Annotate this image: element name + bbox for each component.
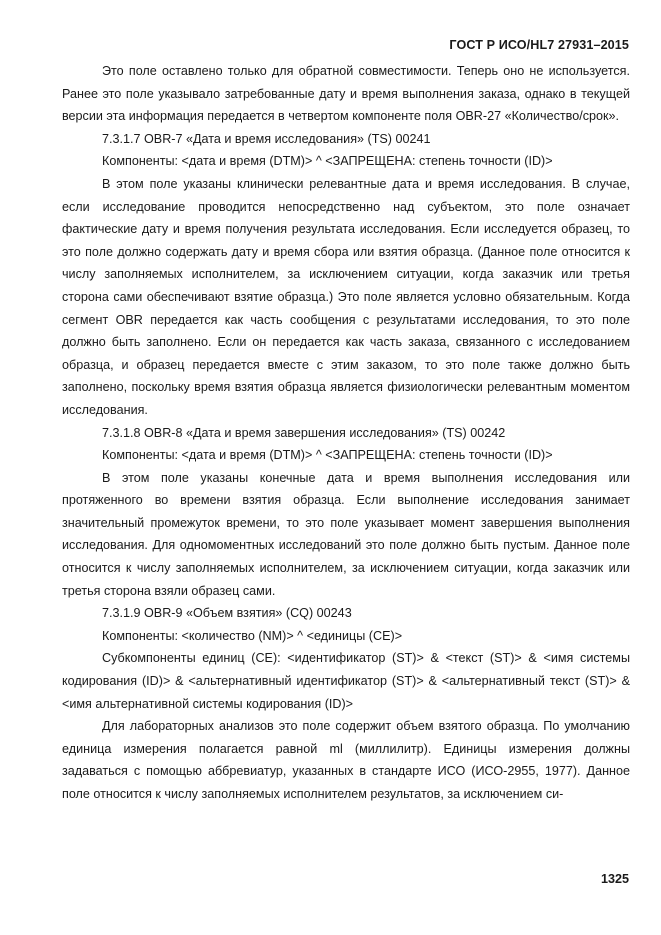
paragraph-obr-9-description: Для лабораторных анализов это поле содержит объем взятого образца. По умолчанию единица измерения полагается равной ml (миллилитр). Единицы измерения должны задаваться с помощью аббревиатур, указанных в стандарте ИСО (ИСО-2955, 1977). Данное поле относится к числу заполняемых исполнителем результатов, за исключением си-	[62, 719, 630, 801]
standard-header: ГОСТ Р ИСО/HL7 27931–2015	[449, 38, 629, 52]
section-heading-obr-7: 7.3.1.7 OBR-7 «Дата и время исследования» (TS) 00241	[102, 131, 431, 146]
section-heading-obr-9: 7.3.1.9 OBR-9 «Объем взятия» (CQ) 00243	[102, 606, 352, 621]
components-obr-8: Компоненты: <дата и время (DTM)> ^ <ЗАПРЕЩЕНА: степень точности (ID)>	[102, 448, 553, 463]
components-obr-7: Компоненты: <дата и время (DTM)> ^ <ЗАПРЕЩЕНА: степень точности (ID)>	[102, 154, 553, 169]
section-heading-obr-8: 7.3.1.8 OBR-8 «Дата и время завершения исследования» (TS) 00242	[102, 425, 506, 440]
paragraph-obsolete-field: Это поле оставлено только для обратной совместимости. Теперь оно не используется. Ранее это поле указывало затребованные дату и время выполнения заказа, однако в текущей версии эта информация передается в четвертом компоненте поля OBR-27 «Количество/срок».	[62, 64, 630, 124]
paragraph-obr-7-description: В этом поле указаны клинически релевантные дата и время исследования. В случае, если исследование проводится непосредственно над субъектом, это поле означает фактические дату и время получения результата исследования. Если исследуется образец, то это поле должно содержать дату и время сбора или взятия образца. (Данное поле относится к числу заполняемых исполнителем, за исключением ситуации, когда заказчик или третья сторона сами обеспечивают взятие образца.) Это поле является условно обязательным. Когда сегмент OBR передается как часть сообщения с результатами исследования, то это поле должно быть заполнено. Если он передается как часть заказа, связанного с исследованием образца, и образец передается вместе с этим заказом, то это поле также должно быть заполнено, поскольку время взятия образца является физиологически релевантным моментом исследования.	[62, 176, 630, 417]
page-number: 1325	[600, 872, 629, 886]
document-body	[62, 60, 630, 806]
paragraph-obr-8-description: В этом поле указаны конечные дата и время выполнения исследования или протяженного во времени взятия образца. Если выполнение исследования занимает значительный промежуток времени, то это поле указывает момент завершения выполнения исследования. Для одномоментных исследований это поле должно быть пустым. Данное поле относится к числу заполняемых исполнителем, за исключением ситуации, когда заказчик или третья сторона взяли образец сами.	[62, 470, 630, 598]
components-obr-9: Компоненты: <количество (NM)> ^ <единицы (CE)>	[102, 628, 403, 643]
subcomponents-obr-9: Субкомпоненты единиц (CE): <идентификатор (ST)> & <текст (ST)> & <имя системы кодирования (ID)> & <альтернативный идентификатор (ST)> & <альтернативный текст (ST)> & <имя альтернативной системы кодирования (ID)>	[62, 651, 630, 711]
